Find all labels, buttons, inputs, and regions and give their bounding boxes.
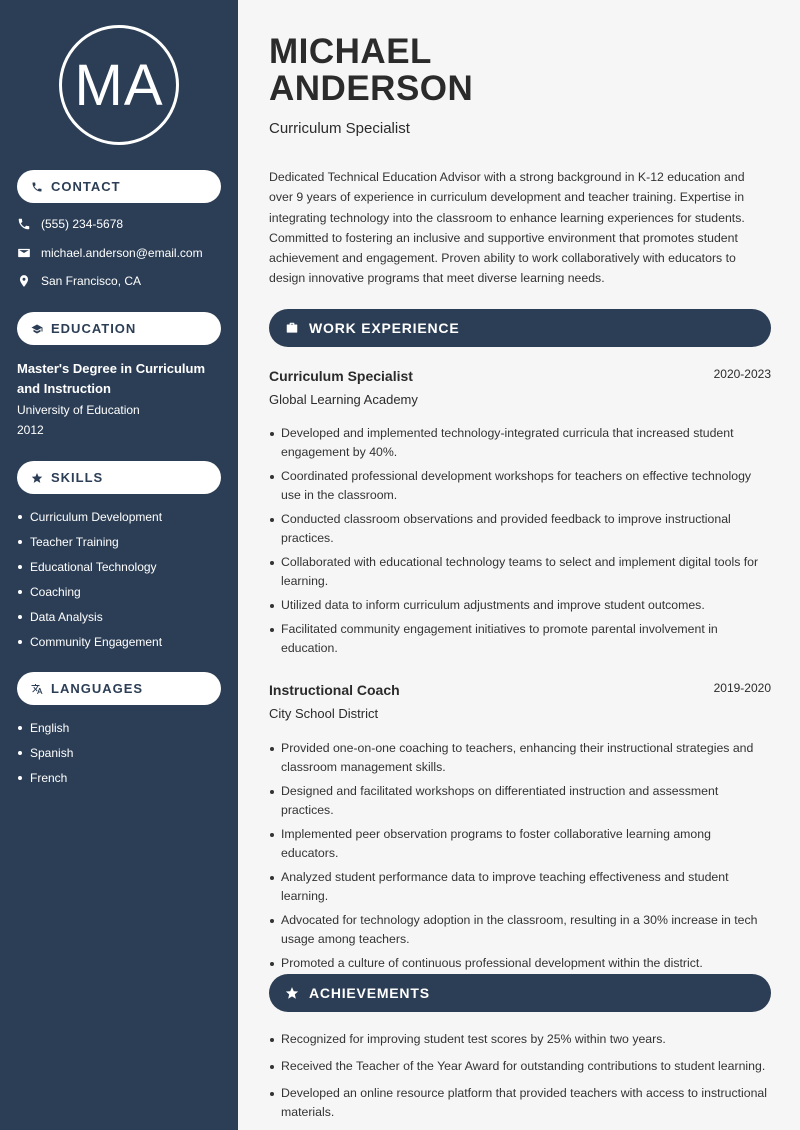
language-item: French — [17, 769, 73, 794]
job-org-1: Global Learning Academy — [269, 392, 418, 407]
languages-list — [17, 719, 73, 794]
sidebar — [0, 0, 238, 1130]
translate-icon — [31, 683, 43, 695]
achievement-item: Received the Teacher of the Year Award for outstanding contributions to student learning. — [269, 1057, 771, 1076]
briefcase-icon — [285, 321, 299, 335]
job-dates-1: 2020-2023 — [713, 367, 771, 381]
contact-email[interactable] — [17, 246, 203, 260]
achievements-heading — [269, 974, 771, 1012]
location-pin-icon — [17, 274, 31, 288]
job-bullet: Advocated for technology adoption in the classroom, resulting in a 30% increase in tech usage among teachers. — [269, 911, 771, 949]
phone-icon — [17, 217, 31, 231]
contact-location-text: San Francisco, CA — [41, 274, 142, 288]
phone-icon — [31, 181, 43, 193]
language-item: English — [17, 719, 73, 744]
education-heading — [17, 312, 221, 345]
languages-heading — [17, 672, 221, 705]
achievement-item: Developed an online resource platform that provided teachers with access to instructional materials. — [269, 1084, 771, 1122]
job-bullet: Conducted classroom observations and provided feedback to improve instructional practices. — [269, 510, 771, 548]
achievement-item: Recognized for improving student test scores by 25% within two years. — [269, 1030, 771, 1049]
work-experience-heading — [269, 309, 771, 347]
monogram-avatar: MA — [59, 25, 179, 145]
job-bullet: Analyzed student performance data to improve teaching effectiveness and student learning. — [269, 868, 771, 906]
skill-item: Coaching — [17, 583, 162, 608]
contact-heading — [17, 170, 221, 203]
education-heading-label: EDUCATION — [51, 321, 137, 336]
skill-item: Educational Technology — [17, 558, 162, 583]
job-bullet: Facilitated community engagement initiatives to promote parental involvement in education. — [269, 620, 771, 658]
job-title-2: Instructional Coach — [269, 682, 400, 698]
job-subtitle: Curriculum Specialist — [269, 120, 410, 137]
skill-item: Teacher Training — [17, 533, 162, 558]
summary-paragraph: Dedicated Technical Education Advisor with a strong background in K-12 education and over 9 years of experience in curriculum development and teacher training. Expertise in integrating technology into the classroom to enhance learning experiences for students. Committed to fostering an inclusive and supportive environment that promotes student achievement and engagement. Proven ability to work collaboratively with educators to design innovative programs that meet diverse learning needs. — [269, 170, 745, 286]
education-degree: Master's Degree in Curriculum and Instruction — [17, 361, 206, 396]
graduation-cap-icon — [31, 323, 43, 335]
star-icon — [31, 472, 43, 484]
job-dates-2: 2019-2020 — [713, 681, 771, 695]
name-first: MICHAEL — [269, 32, 432, 71]
mail-icon — [17, 246, 31, 260]
job-bullet: Promoted a culture of continuous professional development within the district. — [269, 954, 771, 973]
skill-item: Data Analysis — [17, 608, 162, 633]
job-org-2: City School District — [269, 706, 379, 721]
star-icon — [285, 986, 299, 1000]
achievements-heading-label: ACHIEVEMENTS — [309, 985, 430, 1001]
contact-phone-text: (555) 234-5678 — [41, 217, 124, 231]
candidate-name — [269, 33, 473, 107]
language-item: Spanish — [17, 744, 73, 769]
skill-item: Community Engagement — [17, 633, 162, 658]
job-bullet: Utilized data to inform curriculum adjustments and improve student outcomes. — [269, 596, 771, 615]
job-bullet: Implemented peer observation programs to foster collaborative learning among educators. — [269, 825, 771, 863]
name-last: ANDERSON — [269, 69, 474, 108]
job-bullet: Collaborated with educational technology teams to select and implement digital tools for learning. — [269, 553, 771, 591]
skills-heading-label: SKILLS — [51, 470, 104, 485]
contact-heading-label: CONTACT — [51, 179, 121, 194]
job-bullets-1 — [269, 424, 771, 663]
contact-email-text[interactable]: michael.anderson@email.com — [41, 246, 203, 260]
job-bullets-2 — [269, 739, 771, 978]
achievements-list — [269, 1030, 771, 1127]
work-experience-heading-label: WORK EXPERIENCE — [309, 320, 460, 336]
contact-phone — [17, 217, 123, 231]
contact-location — [17, 274, 141, 288]
education-school: University of Education — [17, 403, 140, 417]
job-title-1: Curriculum Specialist — [269, 368, 413, 384]
skills-list — [17, 508, 162, 658]
skills-heading — [17, 461, 221, 494]
job-bullet: Coordinated professional development workshops for teachers on effective technology use in the classroom. — [269, 467, 771, 505]
languages-heading-label: LANGUAGES — [51, 681, 144, 696]
job-bullet: Provided one-on-one coaching to teachers, enhancing their instructional strategies and classroom management skills. — [269, 739, 771, 777]
skill-item: Curriculum Development — [17, 508, 162, 533]
job-bullet: Designed and facilitated workshops on differentiated instruction and assessment practices. — [269, 782, 771, 820]
job-bullet: Developed and implemented technology-integrated curricula that increased student engagement by 40%. — [269, 424, 771, 462]
education-year: 2012 — [17, 423, 44, 437]
